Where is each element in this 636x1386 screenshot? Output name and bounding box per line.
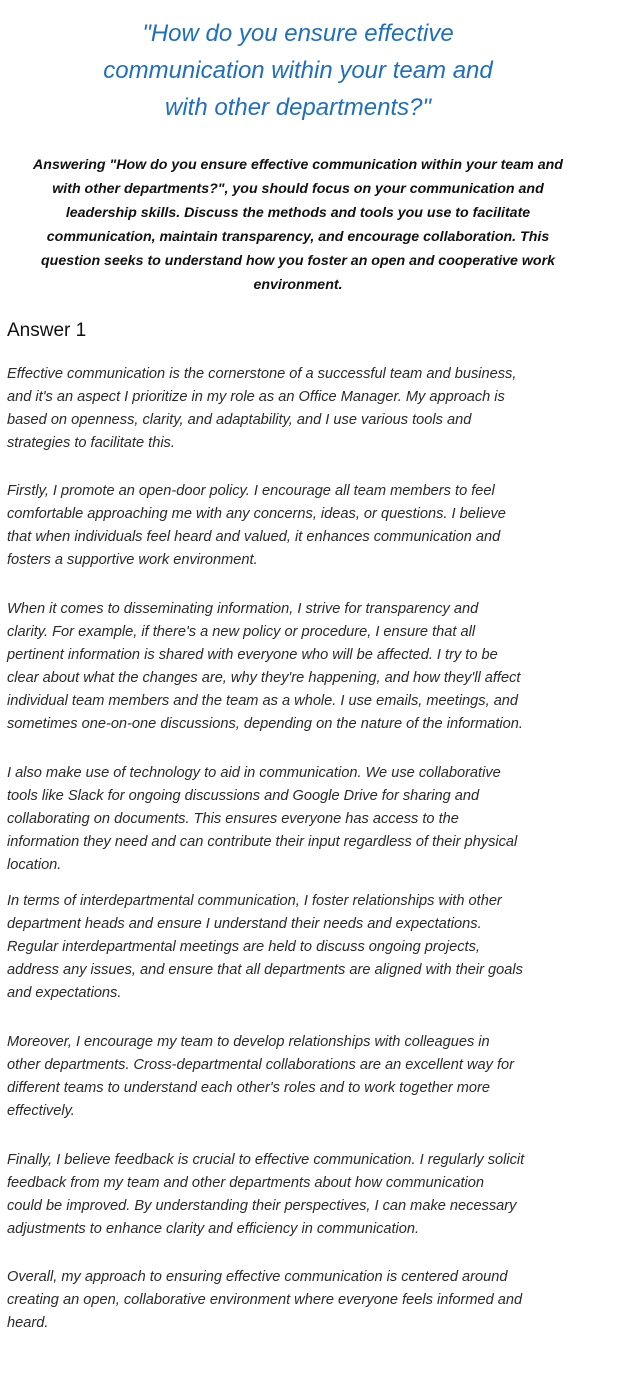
intro-text xyxy=(8,153,588,297)
answer-paragraph xyxy=(7,890,597,1005)
paragraph-line: could be improved. By understanding their perspectives, I can make necessary xyxy=(7,1198,517,1214)
answer-paragraph xyxy=(7,598,597,736)
paragraph-line: Overall, my approach to ensuring effective communication is centered around xyxy=(7,1269,508,1285)
paragraph-line: clear about what the changes are, why they're happening, and how they'll affect xyxy=(7,670,521,686)
paragraph-line: clarity. For example, if there's a new policy or procedure, I ensure that all xyxy=(7,624,476,640)
answer-paragraph xyxy=(7,1149,597,1241)
paragraph-line: effectively. xyxy=(7,1103,75,1119)
paragraph-line: collaborating on documents. This ensures everyone has access to the xyxy=(7,811,459,827)
answer-paragraph xyxy=(7,363,597,455)
paragraph-line: When it comes to disseminating information, I strive for transparency and xyxy=(7,601,479,617)
intro-line: with other departments?", you should focus on your communication and xyxy=(52,181,544,197)
answer-paragraph xyxy=(7,480,597,572)
paragraph-line: Effective communication is the cornerstone of a successful team and business, xyxy=(7,366,517,382)
paragraph-line: different teams to understand each other's roles and to work together more xyxy=(7,1080,491,1096)
paragraph-line: and expectations. xyxy=(7,985,122,1001)
paragraph-line: Finally, I believe feedback is crucial to effective communication. I regularly solicit xyxy=(7,1152,525,1168)
paragraph-line: and it's an aspect I prioritize in my role as an Office Manager. My approach is xyxy=(7,389,505,405)
paragraph-line: I also make use of technology to aid in communication. We use collaborative xyxy=(7,765,501,781)
paragraph-line: Moreover, I encourage my team to develop relationships with colleagues in xyxy=(7,1034,490,1050)
page-title xyxy=(0,15,596,126)
paragraph-line: department heads and ensure I understand their needs and expectations. xyxy=(7,916,482,932)
intro-line: question seeks to understand how you foster an open and cooperative work xyxy=(41,253,555,269)
paragraph-line: other departments. Cross-departmental collaborations are an excellent way for xyxy=(7,1057,514,1073)
paragraph-line: sometimes one-on-one discussions, depending on the nature of the information. xyxy=(7,716,523,732)
paragraph-line: comfortable approaching me with any concerns, ideas, or questions. I believe xyxy=(7,506,506,522)
paragraph-line: fosters a supportive work environment. xyxy=(7,552,258,568)
title-line: "How do you ensure effective xyxy=(142,20,454,47)
paragraph-line: creating an open, collaborative environment where everyone feels informed and xyxy=(7,1292,523,1308)
paragraph-line: pertinent information is shared with everyone who will be affected. I try to be xyxy=(7,647,498,663)
intro-line: environment. xyxy=(253,277,343,293)
paragraph-line: In terms of interdepartmental communication, I foster relationships with other xyxy=(7,893,502,909)
answer-paragraph xyxy=(7,1266,597,1335)
paragraph-line: heard. xyxy=(7,1315,49,1331)
answer-heading: Answer 1 xyxy=(7,320,87,341)
paragraph-line: Regular interdepartmental meetings are held to discuss ongoing projects, xyxy=(7,939,480,955)
intro-line: leadership skills. Discuss the methods and tools you use to facilitate xyxy=(65,205,531,221)
paragraph-line: individual team members and the team as a whole. I use emails, meetings, and xyxy=(7,693,519,709)
paragraph-line: strategies to facilitate this. xyxy=(7,435,175,451)
paragraph-line: adjustments to enhance clarity and efficiency in communication. xyxy=(7,1221,420,1237)
answer-paragraph xyxy=(7,1031,597,1123)
paragraph-line: address any issues, and ensure that all departments are aligned with their goals xyxy=(7,962,523,978)
title-line: communication within your team and xyxy=(103,57,493,84)
paragraph-line: feedback from my team and other departments about how communication xyxy=(7,1175,484,1191)
paragraph-line: that when individuals feel heard and valued, it enhances communication and xyxy=(7,529,501,545)
intro-line: Answering "How do you ensure effective communication within your team and xyxy=(33,157,563,173)
paragraph-line: location. xyxy=(7,857,62,873)
title-line: with other departments?" xyxy=(165,94,431,121)
paragraph-line: Firstly, I promote an open-door policy. I encourage all team members to feel xyxy=(7,483,495,499)
paragraph-line: information they need and can contribute their input regardless of their physical xyxy=(7,834,518,850)
paragraph-line: tools like Slack for ongoing discussions and Google Drive for sharing and xyxy=(7,788,480,804)
paragraph-line: based on openness, clarity, and adaptability, and I use various tools and xyxy=(7,412,472,428)
answer-paragraph xyxy=(7,762,597,877)
intro-line: communication, maintain transparency, and encourage collaboration. This xyxy=(46,229,550,245)
